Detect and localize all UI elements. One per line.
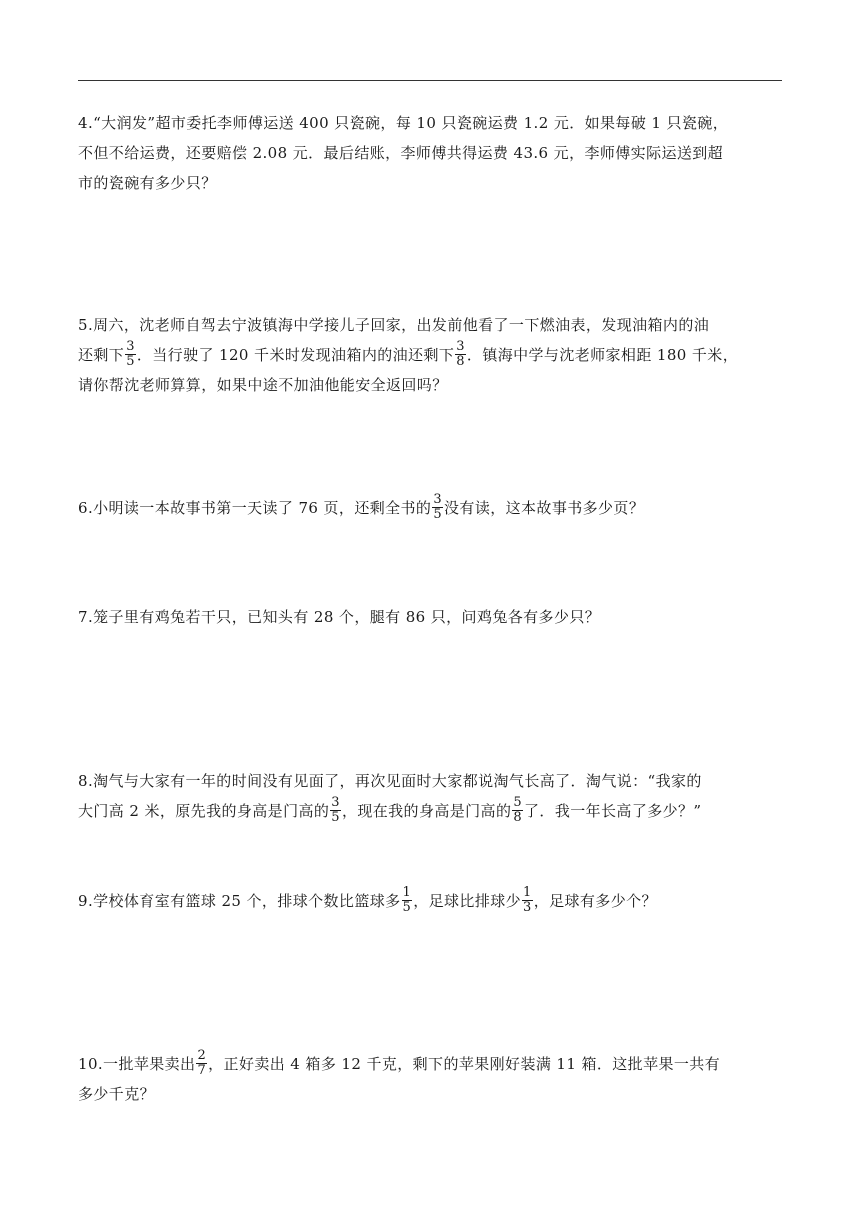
fraction-numerator: 3 xyxy=(456,338,465,354)
fraction-numerator: 1 xyxy=(402,884,412,900)
problem-8-line-1: 8.淘气与大家有一年的时间没有见面了，再次见面时大家都说淘气长高了．淘气说：“我家的 xyxy=(78,772,702,790)
fraction xyxy=(330,796,341,825)
problem-9-line-1 xyxy=(78,886,786,916)
fraction-denominator: 3 xyxy=(523,899,532,915)
header-rule xyxy=(78,80,782,81)
problem-10-line-2: 多少千克？ xyxy=(78,1085,156,1103)
fraction-denominator: 5 xyxy=(402,899,412,915)
fraction xyxy=(196,1049,207,1078)
problem-9-text: 9.学校体育室有篮球 25 个，排球个数比篮球多 xyxy=(78,892,401,910)
problem-9-text: ，足球有多少个？ xyxy=(533,892,657,910)
problem-6-text: 没有读，这本故事书多少页？ xyxy=(444,499,645,517)
problem-5-text: ．镇海中学与沈老师家相距 180 千米， xyxy=(466,346,739,364)
problem-8-text: ，现在我的身高是门高的 xyxy=(341,802,512,820)
fraction xyxy=(455,340,466,369)
problem-6 xyxy=(78,493,786,523)
problem-6-text: 6.小明读一本故事书第一天读了 76 页，还剩全书的 xyxy=(78,499,432,517)
problem-5-text: ．当行驶了 120 千米时发现油箱内的油还剩下 xyxy=(136,346,455,364)
problem-8-line-2 xyxy=(78,796,786,826)
fraction xyxy=(432,493,443,522)
fraction-denominator: 8 xyxy=(513,809,523,825)
fraction xyxy=(402,886,413,915)
problem-10-text: 10.一批苹果卖出 xyxy=(78,1055,196,1073)
problem-5-line-3: 请你帮沈老师算算，如果中途不加油他能安全返回吗？ xyxy=(78,376,448,394)
fraction-numerator: 3 xyxy=(126,338,135,354)
problem-9 xyxy=(78,886,786,916)
problem-10-text: ，正好卖出 4 箱多 12 千克，剩下的苹果刚好装满 11 箱．这批苹果一共有 xyxy=(208,1055,721,1073)
problem-7 xyxy=(78,602,786,632)
fraction-denominator: 5 xyxy=(126,353,135,369)
fraction-numerator: 5 xyxy=(513,794,523,810)
problem-9-text: ，足球比排球少 xyxy=(413,892,522,910)
problem-7-line-1: 7.笼子里有鸡兔若干只，已知头有 28 个，腿有 86 只，问鸡兔各有多少只？ xyxy=(78,608,601,626)
problem-6-line-1 xyxy=(78,493,786,523)
fraction-numerator: 1 xyxy=(523,884,532,900)
problem-8-text: 大门高 2 米，原先我的身高是门高的 xyxy=(78,802,330,820)
problem-8 xyxy=(78,766,786,826)
fraction-numerator: 3 xyxy=(433,491,443,507)
fraction xyxy=(512,796,523,825)
fraction-denominator: 5 xyxy=(331,809,340,825)
fraction-denominator: 5 xyxy=(433,506,443,522)
problem-5-text: 还剩下 xyxy=(78,346,125,364)
problem-10-line-1 xyxy=(78,1049,786,1079)
problem-5-line-1: 5.周六，沈老师自驾去宁波镇海中学接儿子回家，出发前他看了一下燃油表，发现油箱内的油 xyxy=(78,316,710,334)
fraction-denominator: 8 xyxy=(456,353,465,369)
fraction xyxy=(125,340,136,369)
fraction-denominator: 7 xyxy=(197,1062,207,1078)
problem-4-line-3: 市的瓷碗有多少只？ xyxy=(78,174,217,192)
problem-10 xyxy=(78,1049,786,1109)
problem-8-text: 了．我一年长高了多少？” xyxy=(524,802,702,820)
problem-5-line-2 xyxy=(78,340,786,370)
fraction-numerator: 3 xyxy=(331,794,340,810)
fraction-numerator: 2 xyxy=(197,1047,207,1063)
fraction xyxy=(522,886,533,915)
problem-4-line-2: 不但不给运费，还要赔偿 2.08 元．最后结账，李师傅共得运费 43.6 元，李师傅实际运送到超 xyxy=(78,144,724,162)
problem-4 xyxy=(78,108,786,198)
problem-4-line-1: 4.“大润发”超市委托李师傅运送 400 只瓷碗，每 10 只瓷碗运费 1.2 元．如果每破 1 只瓷碗， xyxy=(78,114,729,132)
problem-5 xyxy=(78,310,786,400)
